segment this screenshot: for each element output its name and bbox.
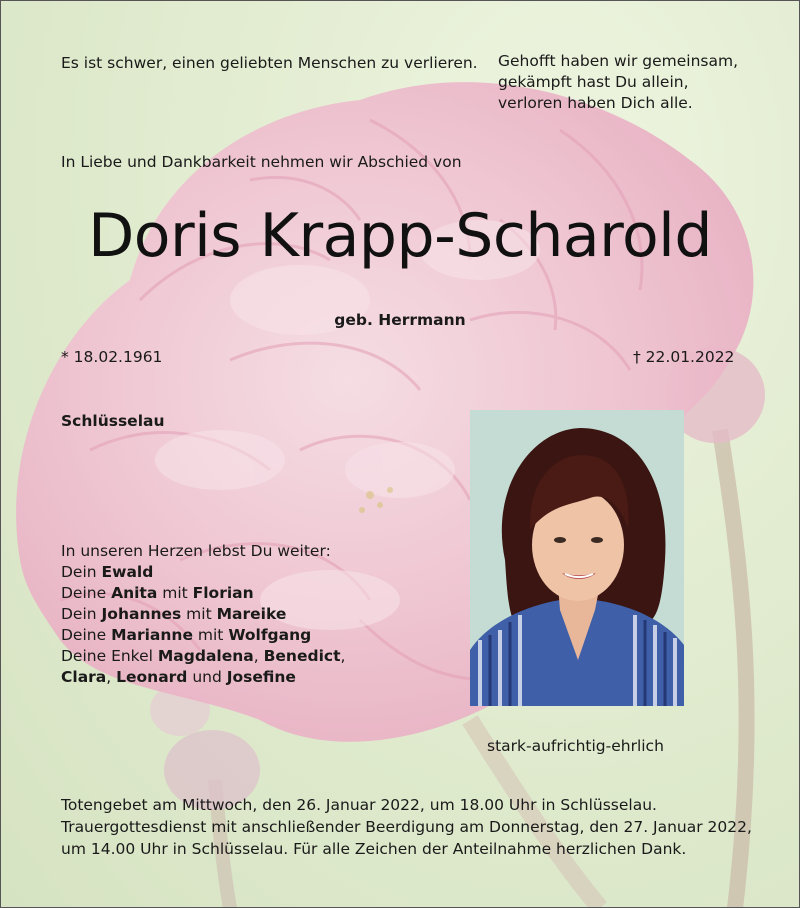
family-line-text: , <box>253 647 264 665</box>
family-member-name: Ewald <box>101 563 154 581</box>
family-line-text: mit <box>192 626 229 644</box>
family-line-text: Dein <box>61 605 102 623</box>
family-member-name: Josefine <box>226 668 296 686</box>
family-line-text: mit <box>157 584 193 602</box>
family-member-name: Benedict <box>263 647 341 665</box>
family-intro: In unseren Herzen lebst Du weiter: <box>61 542 331 560</box>
family-member-name: Mareike <box>216 605 287 623</box>
family-member-name: Marianne <box>111 626 193 644</box>
quote-right-line: Gehofft haben wir gemeinsam, <box>498 52 739 70</box>
family-line-text: Deine Enkel <box>61 647 158 665</box>
footer-line: Totengebet am Mittwoch, den 26. Januar 2022, um 18.00 Uhr in Schlüsselau. <box>61 796 657 814</box>
quote-right-line: gekämpft hast Du allein, <box>498 73 689 91</box>
family-member-name: Magdalena <box>157 647 254 665</box>
family-line-text: , <box>106 668 117 686</box>
family-member-name: Anita <box>111 584 158 602</box>
birth-date: * 18.02.1961 <box>61 348 163 366</box>
footer-line: Trauergottesdienst mit anschließender Beerdigung am Donnerstag, den 27. Januar 2022, <box>61 818 752 836</box>
deceased-name: Doris Krapp-Scharold <box>88 201 712 271</box>
family-line-text: Deine <box>61 626 112 644</box>
family-member-name: Clara <box>61 668 107 686</box>
death-date: † 22.01.2022 <box>633 348 735 366</box>
family-line-text: Dein <box>61 563 102 581</box>
place: Schlüsselau <box>61 412 165 430</box>
family-line <box>61 562 345 583</box>
family-line-text: und <box>187 668 227 686</box>
family-line <box>61 646 345 667</box>
family-line <box>61 604 345 625</box>
family-member-name: Florian <box>192 584 254 602</box>
intro-text: In Liebe und Dankbarkeit nehmen wir Abschied von <box>61 153 462 171</box>
quote-right-line: verloren haben Dich alle. <box>498 94 693 112</box>
family-line-text: Deine <box>61 584 112 602</box>
portrait-photo <box>470 410 684 706</box>
maiden-name: geb. Herrmann <box>334 311 466 329</box>
quote-left: Es ist schwer, einen geliebten Menschen zu verlieren. <box>61 54 478 72</box>
footer-line: um 14.00 Uhr in Schlüsselau. Für alle Zeichen der Anteilnahme herzlichen Dank. <box>61 840 687 858</box>
motto: stark-aufrichtig-ehrlich <box>487 737 664 755</box>
family-line <box>61 667 345 688</box>
family-member-name: Wolfgang <box>228 626 312 644</box>
family-member-name: Leonard <box>116 668 188 686</box>
family-line-text: mit <box>181 605 217 623</box>
family-line <box>61 625 345 646</box>
family-member-name: Johannes <box>101 605 182 623</box>
family-list <box>61 562 345 688</box>
family-line-text: , <box>340 647 346 665</box>
family-line <box>61 583 345 604</box>
